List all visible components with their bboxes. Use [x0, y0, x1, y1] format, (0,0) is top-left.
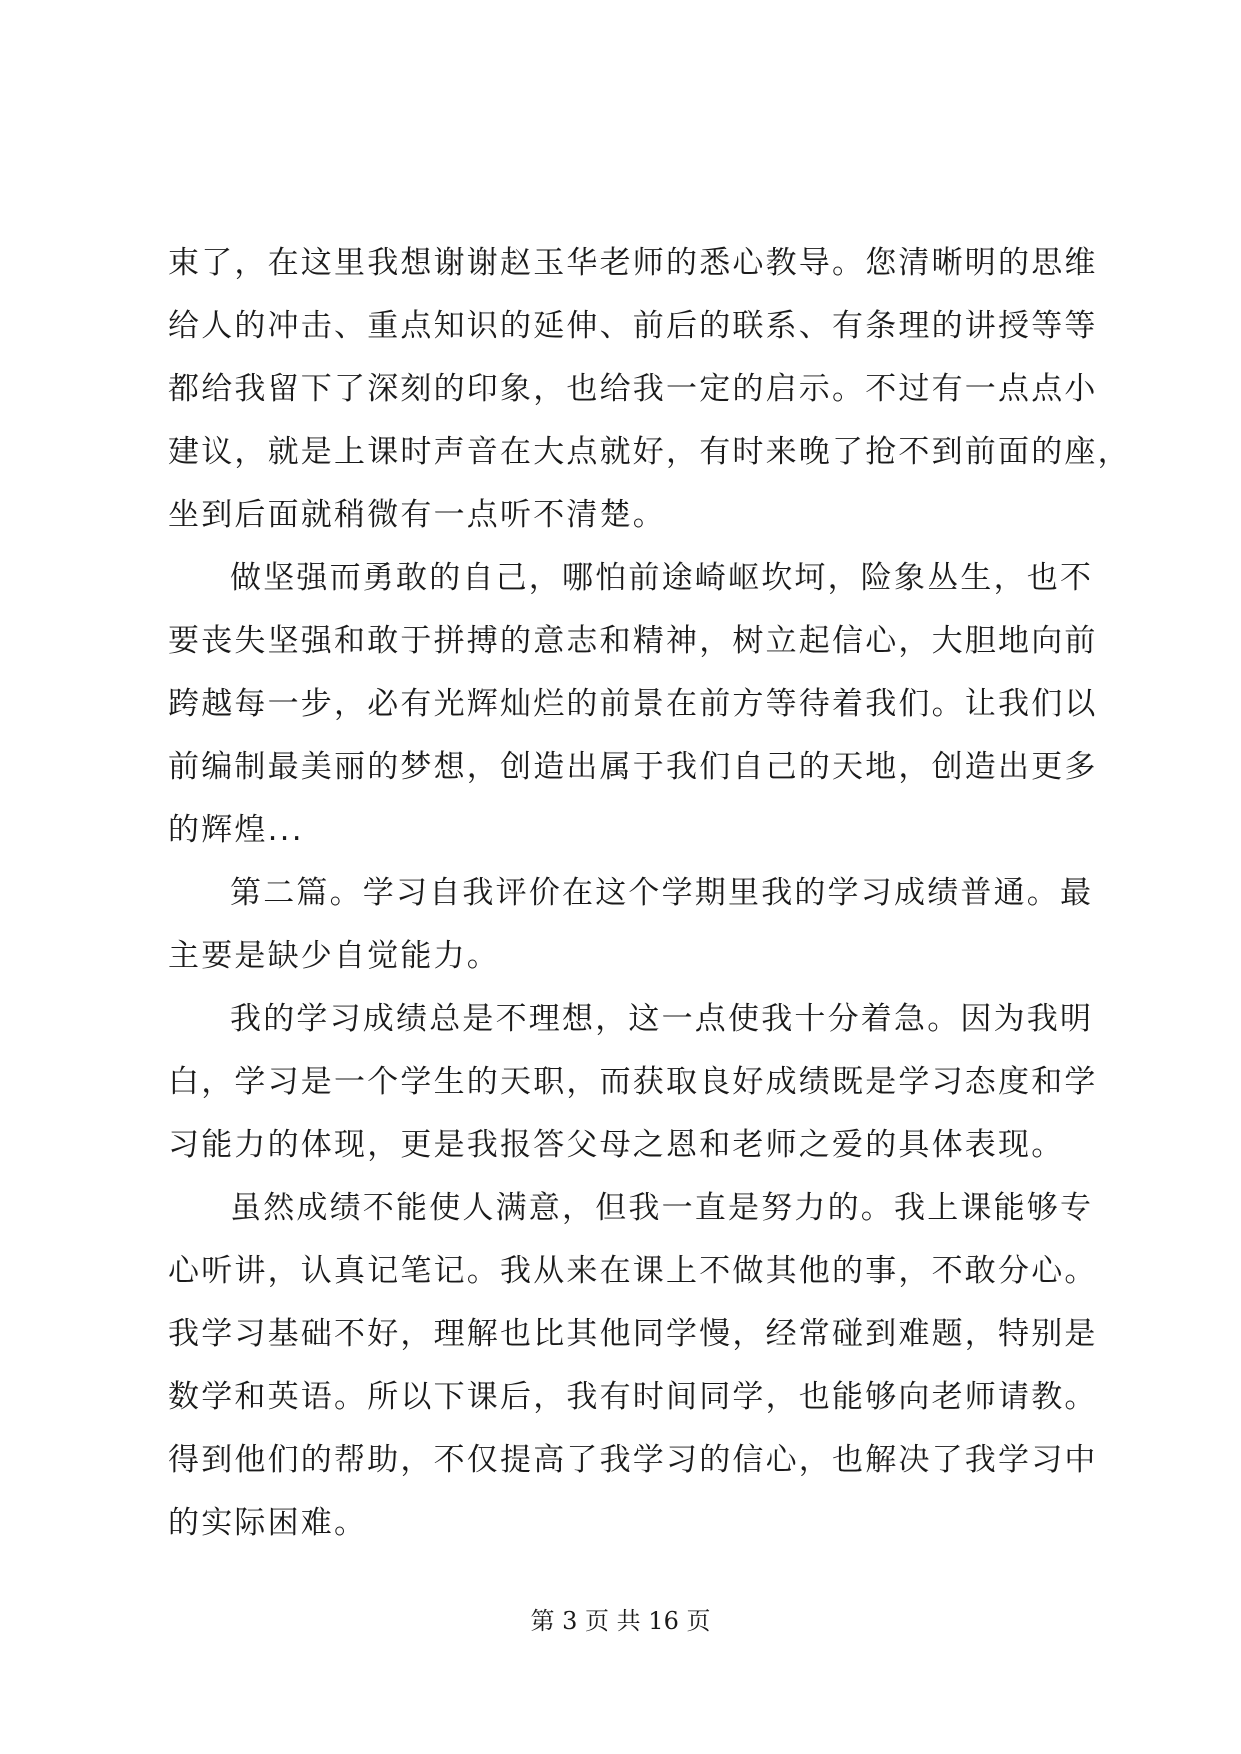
text-line: 都给我留下了深刻的印象，也给我一定的启示。不过有一点点小 — [168, 371, 1098, 407]
text-line: 心听讲，认真记笔记。我从来在课上不做其他的事，不敢分心。 — [168, 1253, 1098, 1289]
paragraph-start-line: 第二篇。学习自我评价在这个学期里我的学习成绩普通。最 — [230, 875, 1094, 911]
text-line: 建议，就是上课时声音在大点就好，有时来晚了抢不到前面的座， — [168, 434, 1131, 470]
text-line: 白，学习是一个学生的天职，而获取良好成绩既是学习态度和学 — [168, 1064, 1098, 1100]
text-line: 跨越每一步，必有光辉灿烂的前景在前方等待着我们。让我们以 — [168, 686, 1098, 722]
paragraph-start-line: 做坚强而勇敢的自己，哪怕前途崎岖坎坷，险象丛生，也不 — [230, 560, 1094, 596]
page-number-footer: 第 3 页 共 16 页 — [530, 1607, 711, 1635]
text-line: 要丧失坚强和敢于拼搏的意志和精神，树立起信心，大胆地向前 — [168, 623, 1098, 659]
text-line: 得到他们的帮助，不仅提高了我学习的信心，也解决了我学习中 — [168, 1442, 1098, 1478]
paragraph-start-line: 虽然成绩不能使人满意，但我一直是努力的。我上课能够专 — [230, 1190, 1094, 1226]
text-line: 我学习基础不好，理解也比其他同学慢，经常碰到难题，特别是 — [168, 1316, 1098, 1352]
text-line: 数学和英语。所以下课后，我有时间同学，也能够向老师请教。 — [168, 1379, 1098, 1415]
text-line: 束了，在这里我想谢谢赵玉华老师的悉心教导。您清晰明的思维 — [168, 245, 1098, 281]
text-line: 主要是缺少自觉能力。 — [168, 938, 500, 974]
text-line: 的实际困难。 — [168, 1505, 368, 1541]
paragraph-start-line: 我的学习成绩总是不理想，这一点使我十分着急。因为我明 — [230, 1001, 1094, 1037]
document-body — [168, 232, 1131, 1555]
text-line: 坐到后面就稍微有一点听不清楚。 — [168, 497, 666, 533]
text-line: 给人的冲击、重点知识的延伸、前后的联系、有条理的讲授等等 — [168, 308, 1098, 344]
text-line: 的辉煌... — [168, 812, 304, 848]
text-line: 习能力的体现，更是我报答父母之恩和老师之爱的具体表现。 — [168, 1127, 1065, 1163]
text-line: 前编制最美丽的梦想，创造出属于我们自己的天地，创造出更多 — [168, 749, 1098, 785]
